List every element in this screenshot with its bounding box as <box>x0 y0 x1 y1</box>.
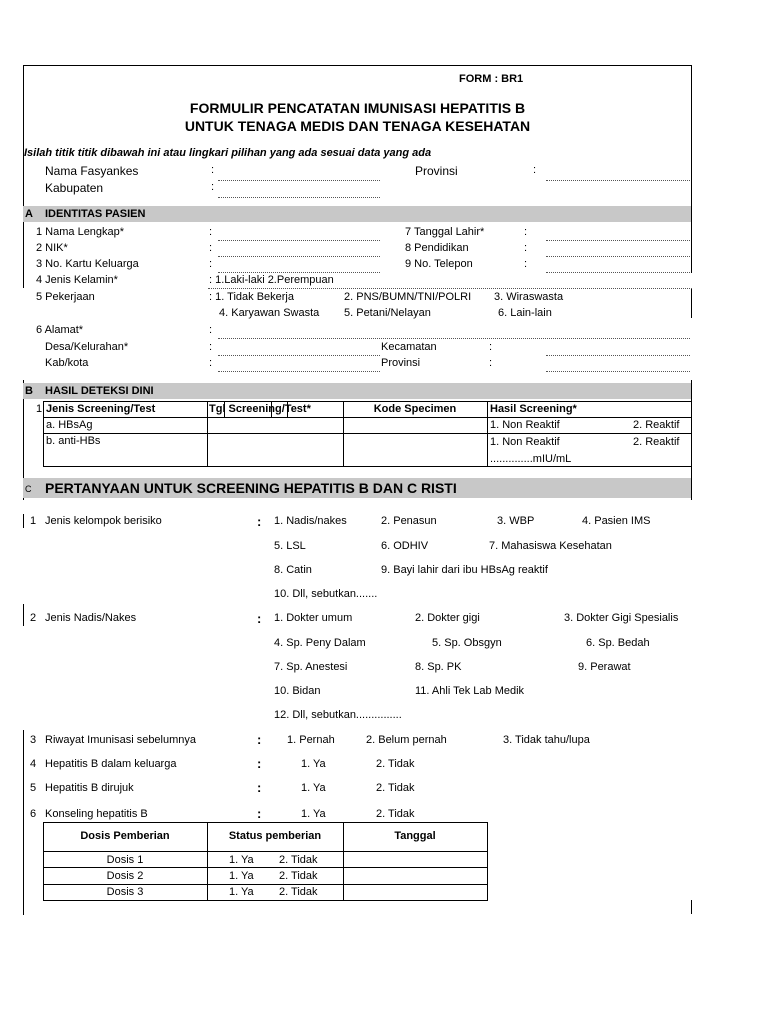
frame-right-4 <box>691 900 692 914</box>
q1-colon: : <box>257 514 262 529</box>
label-pekerjaan: 5 Pekerjaan <box>36 291 95 303</box>
section-c-letter: C <box>25 484 32 494</box>
colon: : <box>209 341 213 353</box>
instruction-text: Isilah titik titik dibawah ini atau lingkari pilihan yang ada sesuai data yang ada <box>24 147 432 159</box>
dose-table-line <box>43 867 488 868</box>
q1-option[interactable]: 8. Catin <box>274 564 312 576</box>
q1-option[interactable]: 7. Mahasiswa Kesehatan <box>489 540 612 552</box>
q2-option[interactable]: 10. Bidan <box>274 685 321 697</box>
frame-left <box>23 65 24 288</box>
label-provinsi: Provinsi <box>415 164 458 178</box>
section-a-letter: A <box>25 208 33 220</box>
q6-option-tidak[interactable]: 2. Tidak <box>376 808 415 820</box>
label-kk: 3 No. Kartu Keluarga <box>36 258 139 270</box>
section-b-title: HASIL DETEKSI DINI <box>45 385 154 397</box>
test-hbsag: a. HBsAg <box>46 419 93 431</box>
colon: : <box>209 357 213 369</box>
q4-label: Hepatitis B dalam keluarga <box>45 758 177 770</box>
colon: : <box>211 181 215 193</box>
q2-option[interactable]: 11. Ahli Tek Lab Medik <box>415 685 525 697</box>
label-pendidikan: 8 Pendidikan <box>405 242 469 254</box>
dose-3-ya[interactable]: 1. Ya <box>229 886 254 898</box>
dose-1-tidak[interactable]: 2. Tidak <box>279 854 318 866</box>
q5-colon: : <box>257 780 262 795</box>
colon: : <box>524 226 528 238</box>
label-kabupaten: Kabupaten <box>45 181 104 195</box>
antihbs-reaktif[interactable]: 2. Reaktif <box>633 436 680 448</box>
pekerjaan-option-6[interactable]: 6. Lain-lain <box>498 307 552 319</box>
col-status-pemberian: Status pemberian <box>228 830 322 842</box>
q2-number: 2 <box>30 612 37 624</box>
col-tgl-screening: Tgl Screening/Test* <box>209 403 311 415</box>
label-kecamatan: Kecamatan <box>381 341 437 353</box>
dose-table-line <box>43 851 488 852</box>
label-nama-fasyankes: Nama Fasyankes <box>45 164 139 178</box>
pekerjaan-option-5[interactable]: 5. Petani/Nelayan <box>344 307 431 319</box>
q6-option-ya[interactable]: 1. Ya <box>301 808 326 820</box>
label-tanggal-lahir: 7 Tanggal Lahir* <box>405 226 485 238</box>
q1-option[interactable]: 1. Nadis/nakes <box>274 515 347 527</box>
field-telepon[interactable] <box>546 272 690 273</box>
q1-option[interactable]: 3. WBP <box>497 515 535 527</box>
hbsag-non-reaktif[interactable]: 1. Non Reaktif <box>490 419 560 431</box>
pekerjaan-option-2[interactable]: 2. PNS/BUMN/TNI/POLRI <box>344 291 472 303</box>
screening-table-bottom <box>43 466 691 467</box>
test-anti-hbs: b. anti-HBs <box>46 435 101 447</box>
q3-colon: : <box>257 732 262 747</box>
dose-table-top <box>43 822 488 823</box>
colon: : <box>489 341 493 353</box>
pekerjaan-option-4[interactable]: 4. Karyawan Swasta <box>219 307 320 319</box>
q1-option[interactable]: 6. ODHIV <box>381 540 429 552</box>
col-dosis-pemberian: Dosis Pemberian <box>80 830 170 842</box>
q6-number: 6 <box>30 808 37 820</box>
hbsag-reaktif[interactable]: 2. Reaktif <box>633 419 680 431</box>
q1-option[interactable]: 5. LSL <box>274 540 306 552</box>
label-nik: 2 NIK* <box>36 242 68 254</box>
label-desa: Desa/Kelurahan* <box>45 341 129 353</box>
field-pendidikan[interactable] <box>546 256 690 257</box>
label-nama-lengkap: 1 Nama Lengkap* <box>36 226 125 238</box>
q2-option[interactable]: 8. Sp. PK <box>415 661 462 673</box>
colon: : <box>524 242 528 254</box>
q3-number: 3 <box>30 734 37 746</box>
q1-option[interactable]: 2. Penasun <box>381 515 437 527</box>
q1-option[interactable]: 4. Pasien IMS <box>582 515 651 527</box>
label-jenis-kelamin: 4 Jenis Kelamin* <box>36 274 118 286</box>
frame-right-3 <box>691 380 692 500</box>
col-tanggal: Tanggal <box>394 830 436 842</box>
q2-option[interactable]: 2. Dokter gigi <box>415 612 480 624</box>
section-c-title: PERTANYAAN UNTUK SCREENING HEPATITIS B DAN C RISTI <box>45 480 457 496</box>
colon: : <box>209 242 213 254</box>
field-kk[interactable] <box>218 272 380 273</box>
field-kabupaten[interactable] <box>218 197 380 198</box>
section-b-letter: B <box>25 385 33 397</box>
form-title-line1: FORMULIR PENCATATAN IMUNISASI HEPATITIS B <box>189 100 526 116</box>
dose-3-label: Dosis 3 <box>106 886 144 898</box>
q2-option[interactable]: 4. Sp. Peny Dalam <box>274 637 366 649</box>
col-kode-specimen: Kode Specimen <box>373 403 457 415</box>
row-number: 1 <box>36 403 43 415</box>
antihbs-unit-field[interactable]: ..............mIU/mL <box>490 453 572 465</box>
q1-option[interactable]: 10. Dll, sebutkan....... <box>274 588 378 600</box>
q2-option[interactable]: 1. Dokter umum <box>274 612 353 624</box>
frame-left-5 <box>23 730 24 915</box>
dose-2-tidak[interactable]: 2. Tidak <box>279 870 318 882</box>
q6-label: Konseling hepatitis B <box>45 808 148 820</box>
dose-table-col <box>487 822 488 900</box>
col-hasil-screening: Hasil Screening* <box>490 403 577 415</box>
q4-number: 4 <box>30 758 37 770</box>
col-jenis-screening: Jenis Screening/Test <box>46 403 156 415</box>
frame-right-2 <box>691 288 692 318</box>
antihbs-non-reaktif[interactable]: 1. Non Reaktif <box>490 436 560 448</box>
colon: : <box>209 226 213 238</box>
q2-label: Jenis Nadis/Nakes <box>45 612 137 624</box>
section-a-title: IDENTITAS PASIEN <box>45 208 146 220</box>
dose-table-bottom <box>43 900 488 901</box>
colon: : <box>211 164 215 176</box>
dose-3-tidak[interactable]: 2. Tidak <box>279 886 318 898</box>
colon: : <box>209 258 213 270</box>
q2-option[interactable]: 9. Perawat <box>578 661 631 673</box>
field-nama-fasyankes[interactable] <box>218 180 380 181</box>
q6-colon: : <box>257 806 262 821</box>
form-title-line2: UNTUK TENAGA MEDIS DAN TENAGA KESEHATAN <box>184 118 531 134</box>
frame-right <box>691 65 692 273</box>
dose-table-line <box>43 884 488 885</box>
field-provinsi[interactable] <box>546 180 690 181</box>
q5-option-ya[interactable]: 1. Ya <box>301 782 326 794</box>
screening-table-col <box>487 401 488 466</box>
q2-option[interactable]: 3. Dokter Gigi Spesialis <box>564 612 679 624</box>
q5-option-tidak[interactable]: 2. Tidak <box>376 782 415 794</box>
q2-colon: : <box>257 611 262 626</box>
dose-1-label: Dosis 1 <box>106 854 144 866</box>
pekerjaan-option-1[interactable]: : 1. Tidak Bekerja <box>209 291 294 303</box>
field-tanggal-lahir[interactable] <box>546 240 690 241</box>
field-nik[interactable] <box>218 256 380 257</box>
q1-number: 1 <box>30 515 37 527</box>
label-alamat: 6 Alamat* <box>36 324 84 336</box>
dose-1-ya[interactable]: 1. Ya <box>229 854 254 866</box>
label-kab-kota: Kab/kota <box>45 357 89 369</box>
q3-option[interactable]: 1. Pernah <box>287 734 335 746</box>
field-nama-lengkap[interactable] <box>218 240 380 241</box>
field-desa[interactable] <box>218 355 380 356</box>
label-provinsi-a: Provinsi <box>381 357 421 369</box>
colon: : <box>524 258 528 270</box>
q5-number: 5 <box>30 782 37 794</box>
frame-left-4 <box>23 604 24 626</box>
form-code: FORM : BR1 <box>459 73 524 85</box>
q3-option[interactable]: 3. Tidak tahu/lupa <box>503 734 590 746</box>
q2-option[interactable]: 7. Sp. Anestesi <box>274 661 348 673</box>
label-telepon: 9 No. Telepon <box>405 258 473 270</box>
field-provinsi-a[interactable] <box>546 371 690 372</box>
screening-table-line <box>43 417 691 418</box>
q1-label: Jenis kelompok berisiko <box>45 515 162 527</box>
q5-label: Hepatitis B dirujuk <box>45 782 134 794</box>
separator-jk <box>208 288 692 289</box>
field-alamat[interactable] <box>218 338 690 339</box>
screening-table-col <box>43 401 44 466</box>
frame-top <box>23 65 692 66</box>
jenis-kelamin-options[interactable]: : 1.Laki-laki 2.Perempuan <box>209 274 334 286</box>
screening-table-line <box>43 433 691 434</box>
field-kecamatan[interactable] <box>546 355 690 356</box>
field-kab-kota[interactable] <box>218 371 380 372</box>
pekerjaan-option-3[interactable]: 3. Wiraswasta <box>494 291 564 303</box>
q3-label: Riwayat Imunisasi sebelumnya <box>45 734 197 746</box>
q2-option[interactable]: 6. Sp. Bedah <box>586 637 650 649</box>
q2-option[interactable]: 12. Dll, sebutkan............... <box>274 709 402 721</box>
q3-option[interactable]: 2. Belum pernah <box>366 734 447 746</box>
q4-colon: : <box>257 756 262 771</box>
colon: : <box>209 324 213 336</box>
colon: : <box>489 357 493 369</box>
frame-left-3 <box>23 514 24 528</box>
q1-option[interactable]: 9. Bayi lahir dari ibu HBsAg reaktif <box>381 564 548 576</box>
colon: : <box>533 164 537 176</box>
dose-2-label: Dosis 2 <box>106 870 144 882</box>
q2-option[interactable]: 5. Sp. Obsgyn <box>432 637 502 649</box>
screening-table-top <box>43 401 691 402</box>
screening-table-col <box>207 401 208 466</box>
q4-option-ya[interactable]: 1. Ya <box>301 758 326 770</box>
q4-option-tidak[interactable]: 2. Tidak <box>376 758 415 770</box>
dose-2-ya[interactable]: 1. Ya <box>229 870 254 882</box>
